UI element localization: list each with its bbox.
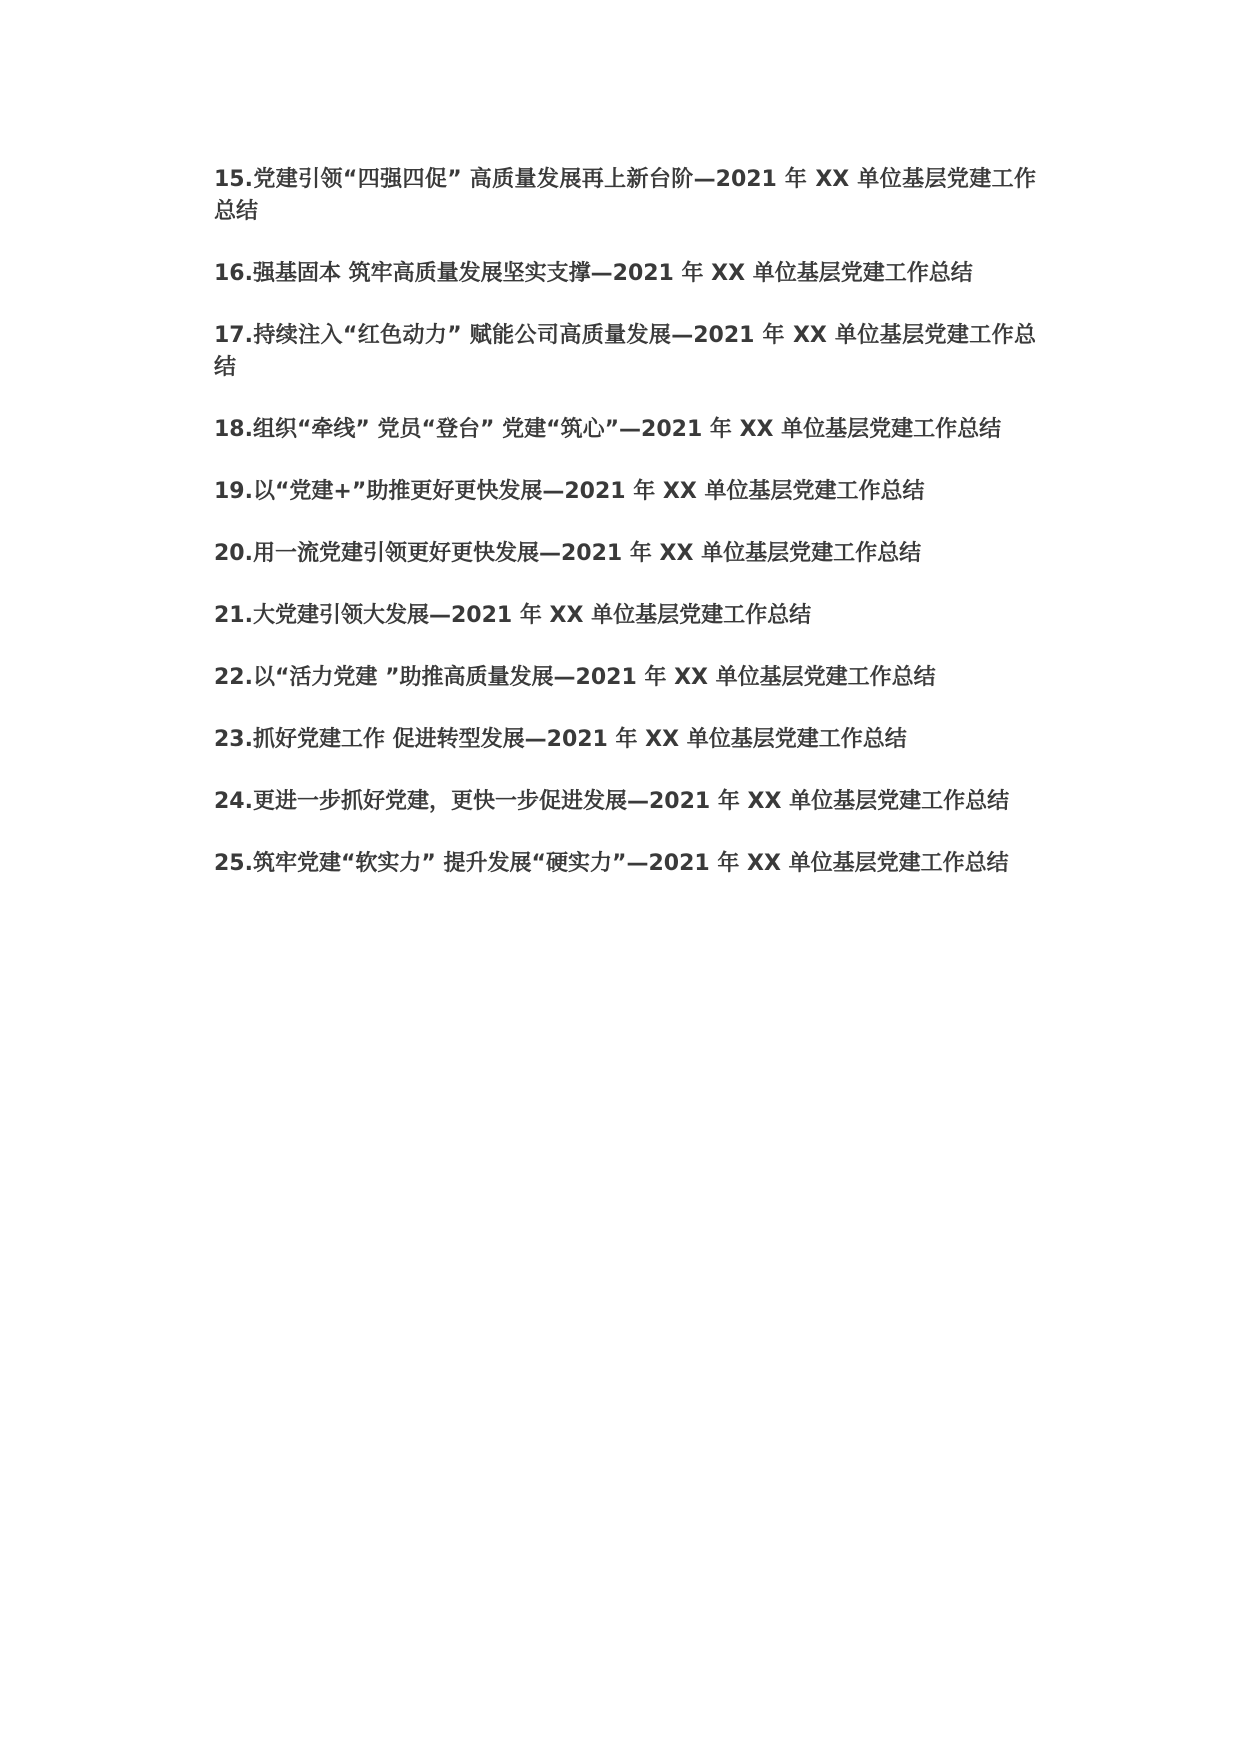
list-item: 19.以“党建+”助推更好更快发展—2021 年 XX 单位基层党建工作总结 [214,479,925,504]
title-list [214,164,1036,910]
list-item: 22.以“活力党建 ”助推高质量发展—2021 年 XX 单位基层党建工作总结 [214,665,936,690]
list-item: 21.大党建引领大发展—2021 年 XX 单位基层党建工作总结 [214,603,812,628]
list-item: 23.抓好党建工作 促进转型发展—2021 年 XX 单位基层党建工作总结 [214,727,907,752]
list-item: 20.用一流党建引领更好更快发展—2021 年 XX 单位基层党建工作总结 [214,541,922,566]
list-item: 18.组织“牵线” 党员“登台” 党建“筑心”—2021 年 XX 单位基层党建工作总结 [214,417,1002,442]
list-item: 17.持续注入“红色动力” 赋能公司高质量发展—2021 年 XX 单位基层党建工作总结 [214,323,1036,380]
list-item: 25.筑牢党建“软实力” 提升发展“硬实力”—2021 年 XX 单位基层党建工作总结 [214,851,1009,876]
list-item: 16.强基固本 筑牢高质量发展坚实支撑—2021 年 XX 单位基层党建工作总结 [214,261,973,286]
list-item: 24.更进一步抓好党建，更快一步促进发展—2021 年 XX 单位基层党建工作总结 [214,789,1010,814]
list-item: 15.党建引领“四强四促” 高质量发展再上新台阶—2021 年 XX 单位基层党建工作总结 [214,167,1036,224]
